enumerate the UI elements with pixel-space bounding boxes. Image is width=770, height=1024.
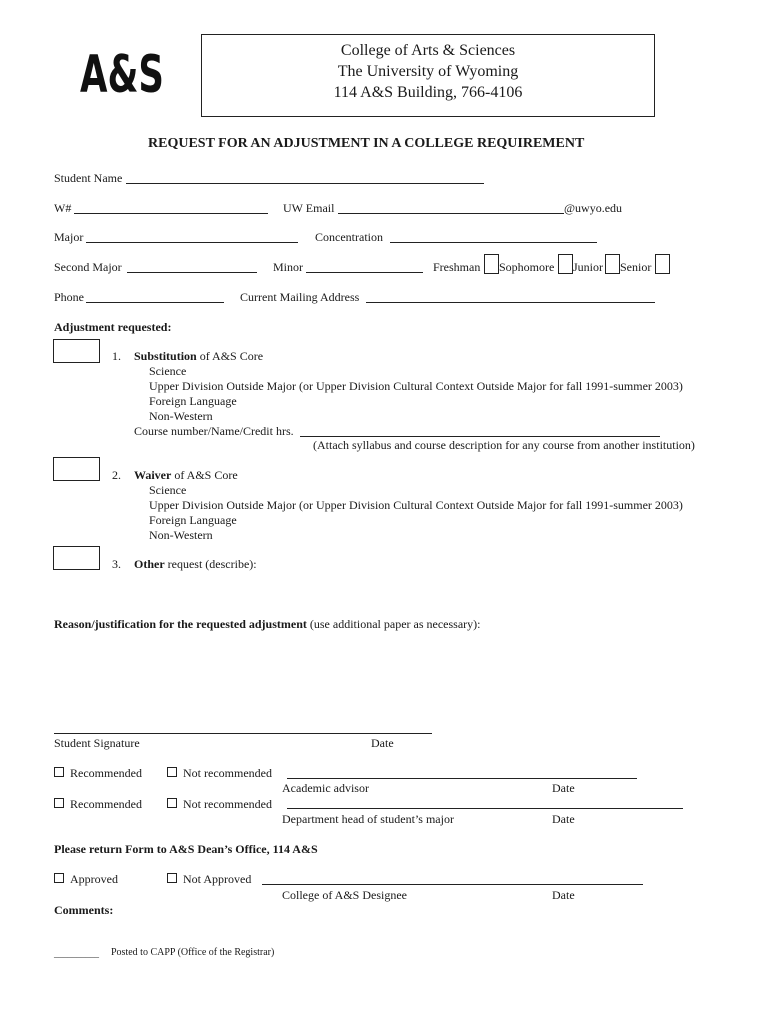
return-instruction: Please return Form to A&S Dean’s Office, 114 A&S (54, 842, 318, 856)
option3-suffix: request (describe): (164, 557, 257, 571)
designee-date-label: Date (552, 888, 575, 902)
approved-label: Approved (70, 872, 118, 886)
dept-head-date-label: Date (552, 812, 575, 826)
department-head-label: Department head of student’s major (282, 812, 454, 826)
student-signature-label: Student Signature (54, 736, 140, 750)
approved-box[interactable] (54, 873, 64, 883)
dept-recommended-option[interactable] (54, 797, 142, 811)
student-name-field[interactable] (126, 183, 484, 184)
minor-label: Minor (273, 260, 303, 274)
advisor-not-recommended-box[interactable] (167, 767, 177, 777)
not-approved-label: Not Approved (183, 872, 252, 886)
option2-item-science: Science (149, 483, 187, 497)
comments-label: Comments: (54, 903, 114, 917)
college-logo (79, 38, 165, 114)
minor-field[interactable] (306, 272, 423, 273)
option2-title: Waiver (134, 468, 172, 482)
reason-title: Reason/justification for the requested adjustment (54, 617, 307, 631)
designee-label: College of A&S Designee (282, 888, 407, 902)
w-number-label: W# (54, 201, 72, 215)
advisor-signature-field[interactable] (287, 778, 637, 779)
academic-advisor-label: Academic advisor (282, 781, 369, 795)
advisor-date-label: Date (552, 781, 575, 795)
dept-not-recommended-option[interactable] (167, 797, 272, 811)
form-title: REQUEST FOR AN ADJUSTMENT IN A COLLEGE REQUIREMENT (148, 136, 585, 151)
junior-checkbox[interactable] (605, 254, 620, 274)
reason-note: (use additional paper as necessary): (306, 617, 481, 631)
advisor-recommended-label: Recommended (70, 766, 142, 780)
student-name-label: Student Name (54, 171, 123, 185)
dept-not-recommended-label: Not recommended (183, 797, 272, 811)
not-approved-option[interactable] (167, 872, 251, 886)
office-address: 114 A&S Building, 766-4106 (333, 84, 523, 101)
designee-signature-field[interactable] (262, 884, 643, 885)
university-name: The University of Wyoming (337, 63, 519, 80)
adjustment-heading: Adjustment requested: (54, 320, 172, 334)
uw-email-field[interactable] (338, 213, 564, 214)
advisor-not-recommended-label: Not recommended (183, 766, 272, 780)
freshman-label: Freshman (433, 260, 481, 274)
senior-checkbox[interactable] (655, 254, 670, 274)
option1-item-non-western: Non-Western (149, 409, 213, 423)
student-date-label: Date (371, 736, 394, 750)
other-checkbox[interactable] (53, 546, 100, 570)
second-major-label: Second Major (54, 260, 122, 274)
approved-option[interactable] (54, 872, 118, 886)
option2-item-upper-division: Upper Division Outside Major (or Upper Division Cultural Context Outside Major for fall 1991-summer 2003) (149, 498, 683, 512)
logo-text: A&S (80, 45, 164, 105)
email-domain: @uwyo.edu (564, 201, 623, 215)
mailing-address-label: Current Mailing Address (240, 290, 360, 304)
sophomore-label: Sophomore (499, 260, 555, 274)
course-line-field[interactable] (300, 436, 660, 437)
attach-note: (Attach syllabus and course description for any course from another institution) (313, 438, 695, 452)
concentration-label: Concentration (315, 230, 383, 244)
dept-recommended-label: Recommended (70, 797, 142, 811)
not-approved-box[interactable] (167, 873, 177, 883)
option3-title-line (134, 557, 257, 571)
college-name: College of Arts & Sciences (340, 42, 516, 59)
waiver-checkbox[interactable] (53, 457, 100, 481)
second-major-field[interactable] (127, 272, 257, 273)
uw-email-label: UW Email (283, 201, 335, 215)
option1-item-foreign-language: Foreign Language (149, 394, 237, 408)
option1-item-science: Science (149, 364, 187, 378)
option2-number: 2. (112, 468, 121, 482)
sophomore-checkbox[interactable] (558, 254, 573, 274)
junior-label: Junior (573, 260, 603, 274)
option2-item-foreign-language: Foreign Language (149, 513, 237, 527)
reason-line (54, 617, 481, 631)
option1-title-line (134, 349, 263, 363)
major-field[interactable] (86, 242, 298, 243)
senior-label: Senior (620, 260, 652, 274)
capp-posted-note: Posted to CAPP (Office of the Registrar) (111, 947, 275, 958)
option2-suffix: of A&S Core (171, 468, 238, 482)
substitution-checkbox[interactable] (53, 339, 100, 363)
option3-number: 3. (112, 557, 121, 571)
student-signature-field[interactable] (54, 733, 432, 734)
advisor-recommended-box[interactable] (54, 767, 64, 777)
option2-title-line (134, 468, 238, 482)
phone-field[interactable] (86, 302, 224, 303)
header-box (201, 34, 655, 117)
advisor-not-recommended-option[interactable] (167, 766, 272, 780)
w-number-field[interactable] (74, 213, 268, 214)
dept-recommended-box[interactable] (54, 798, 64, 808)
concentration-field[interactable] (390, 242, 597, 243)
option1-item-upper-division: Upper Division Outside Major (or Upper Division Cultural Context Outside Major for fall 1991-summer 2003) (149, 379, 683, 393)
advisor-recommended-option[interactable] (54, 766, 142, 780)
dept-head-signature-field[interactable] (287, 808, 683, 809)
option1-suffix: of A&S Core (196, 349, 264, 363)
major-label: Major (54, 230, 84, 244)
freshman-checkbox[interactable] (484, 254, 499, 274)
option1-title: Substitution (134, 349, 197, 363)
phone-label: Phone (54, 290, 84, 304)
capp-blank[interactable]: __________ (54, 949, 99, 959)
option2-item-non-western: Non-Western (149, 528, 213, 542)
option3-title: Other (134, 557, 165, 571)
course-line-label: Course number/Name/Credit hrs. (134, 424, 294, 438)
mailing-address-field[interactable] (366, 302, 655, 303)
dept-not-recommended-box[interactable] (167, 798, 177, 808)
option1-number: 1. (112, 349, 121, 363)
